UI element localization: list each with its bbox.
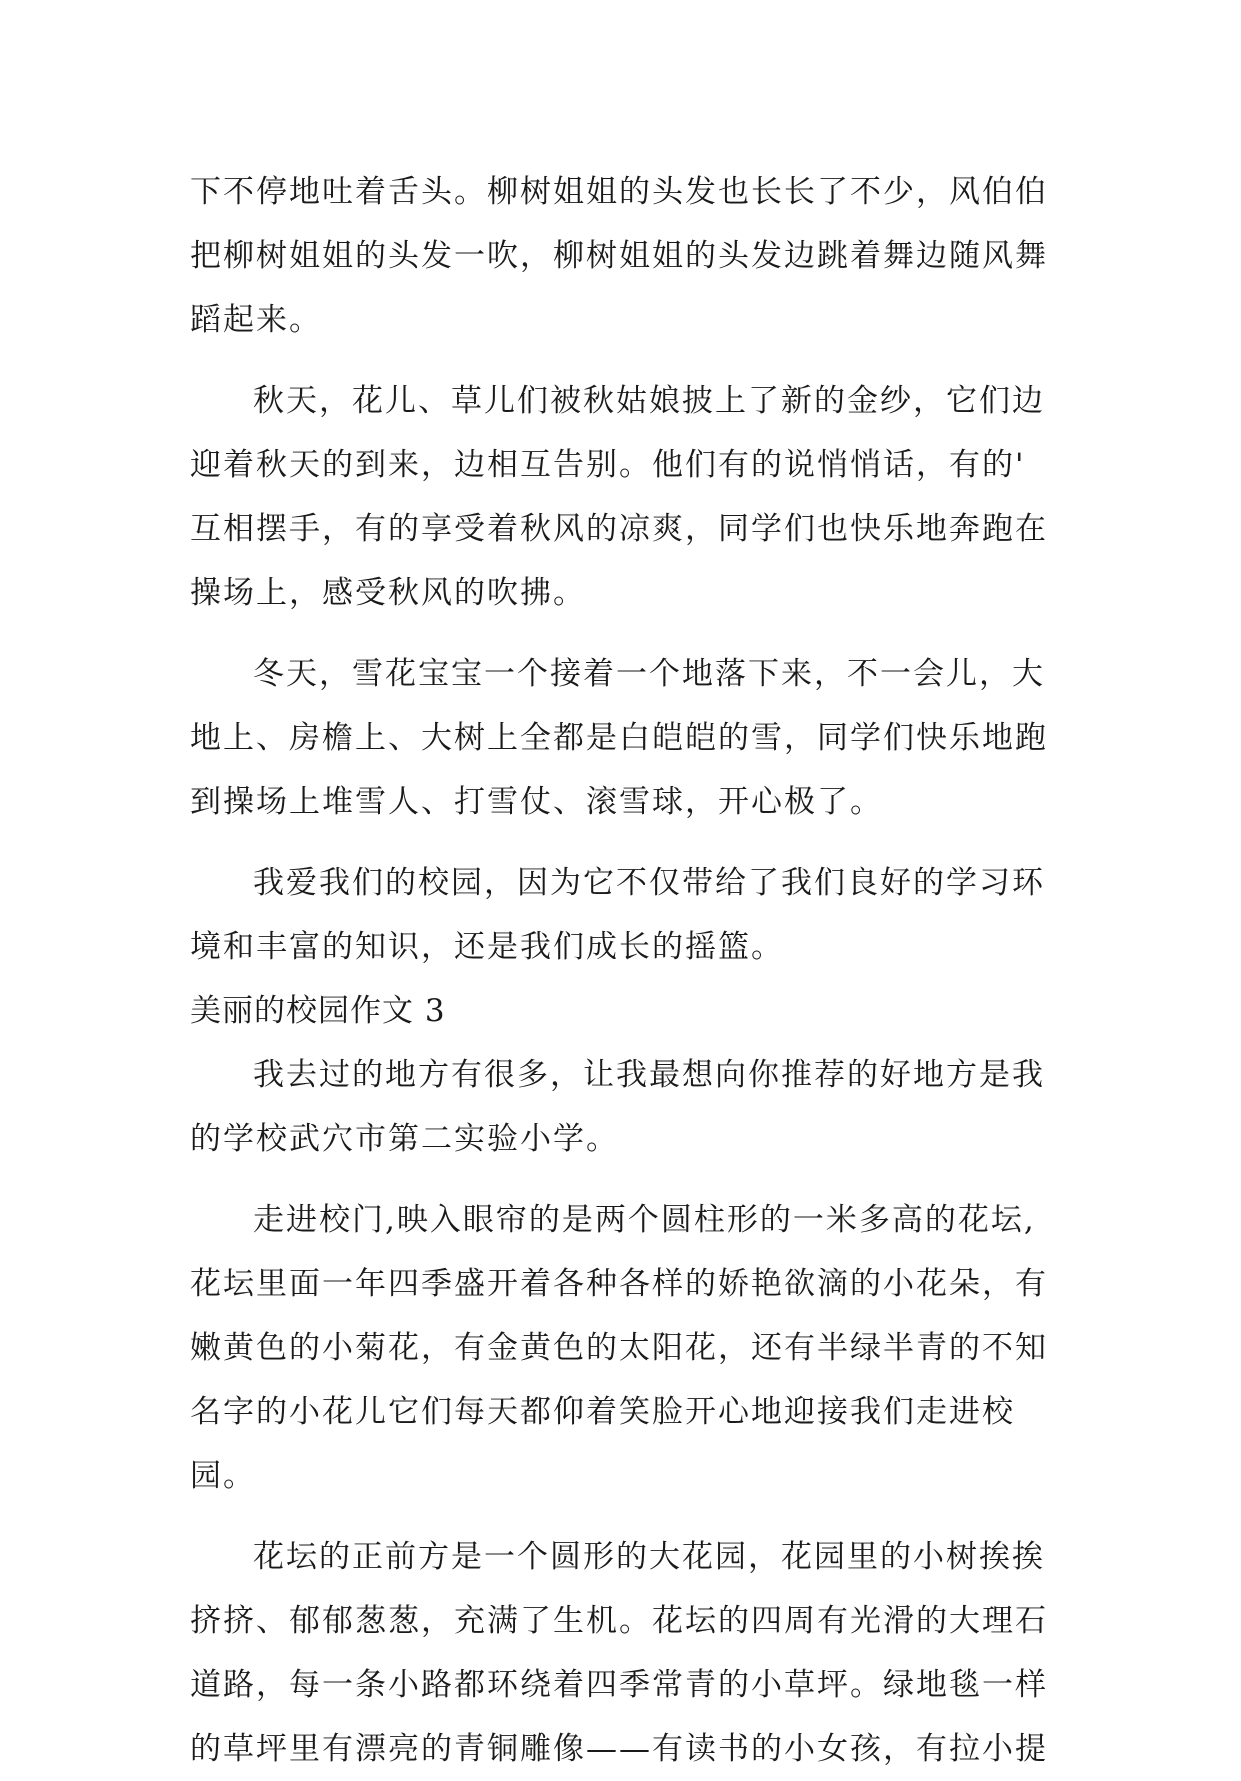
text-line: 到操场上堆雪人、打雪仗、滚雪球，开心极了。 bbox=[190, 784, 883, 820]
text-line: 花坛里面一年四季盛开着各种各样的娇艳欲滴的小花朵，有 bbox=[190, 1266, 1048, 1302]
text-line: 挤挤、郁郁葱葱，充满了生机。花坛的四周有光滑的大理石 bbox=[190, 1603, 1048, 1639]
paragraph-garden bbox=[190, 1525, 1050, 1781]
text-line: 花坛的正前方是一个圆形的大花园，花园里的小树挨挨 bbox=[253, 1539, 1045, 1575]
section-heading: 美丽的校园作文 3 bbox=[190, 993, 446, 1029]
text-line: 道路，每一条小路都环绕着四季常青的小草坪。绿地毯一样 bbox=[190, 1667, 1048, 1703]
text-line: 操场上，感受秋风的吹拂。 bbox=[190, 575, 586, 611]
text-line: 地上、房檐上、大树上全都是白皑皑的雪，同学们快乐地跑 bbox=[190, 720, 1048, 756]
text-line: 秋天，花儿、草儿们被秋姑娘披上了新的金纱，它们边 bbox=[253, 383, 1045, 419]
text-line: 的学校武穴市第二实验小学。 bbox=[190, 1121, 619, 1157]
paragraph-intro-school bbox=[190, 1043, 1050, 1171]
paragraph-school-gate bbox=[190, 1188, 1050, 1508]
text-line: 我爱我们的校园，因为它不仅带给了我们良好的学习环 bbox=[253, 865, 1045, 901]
text-line: 我去过的地方有很多，让我最想向你推荐的好地方是我 bbox=[253, 1057, 1045, 1093]
text-line: 冬天，雪花宝宝一个接着一个地落下来，不一会儿，大 bbox=[253, 656, 1045, 692]
paragraph-winter bbox=[190, 642, 1050, 834]
paragraph-spring-willow bbox=[190, 160, 1050, 352]
text-line: 互相摆手，有的享受着秋风的凉爽，同学们也快乐地奔跑在 bbox=[190, 511, 1048, 547]
paragraph-conclusion bbox=[190, 851, 1050, 979]
text-line: 嫩黄色的小菊花，有金黄色的太阳花，还有半绿半青的不知 bbox=[190, 1330, 1048, 1366]
text-line: 走进校门,映入眼帘的是两个圆柱形的一米多高的花坛, bbox=[253, 1202, 1036, 1238]
text-line: 的草坪里有漂亮的青铜雕像——有读书的小女孩，有拉小提 bbox=[190, 1731, 1048, 1767]
document-body bbox=[190, 160, 1050, 1781]
text-line: 境和丰富的知识，还是我们成长的摇篮。 bbox=[190, 929, 784, 965]
text-line: 迎着秋天的到来，边相互告别。他们有的说悄悄话，有的' bbox=[190, 447, 1026, 483]
text-line: 蹈起来。 bbox=[190, 302, 322, 338]
text-line: 下不停地吐着舌头。柳树姐姐的头发也长长了不少，风伯伯 bbox=[190, 174, 1048, 210]
paragraph-autumn bbox=[190, 369, 1050, 625]
text-line: 名字的小花儿它们每天都仰着笑脸开心地迎接我们走进校 bbox=[190, 1394, 1015, 1430]
text-line: 把柳树姐姐的头发一吹，柳树姐姐的头发边跳着舞边随风舞 bbox=[190, 238, 1048, 274]
text-line: 园。 bbox=[190, 1458, 256, 1494]
